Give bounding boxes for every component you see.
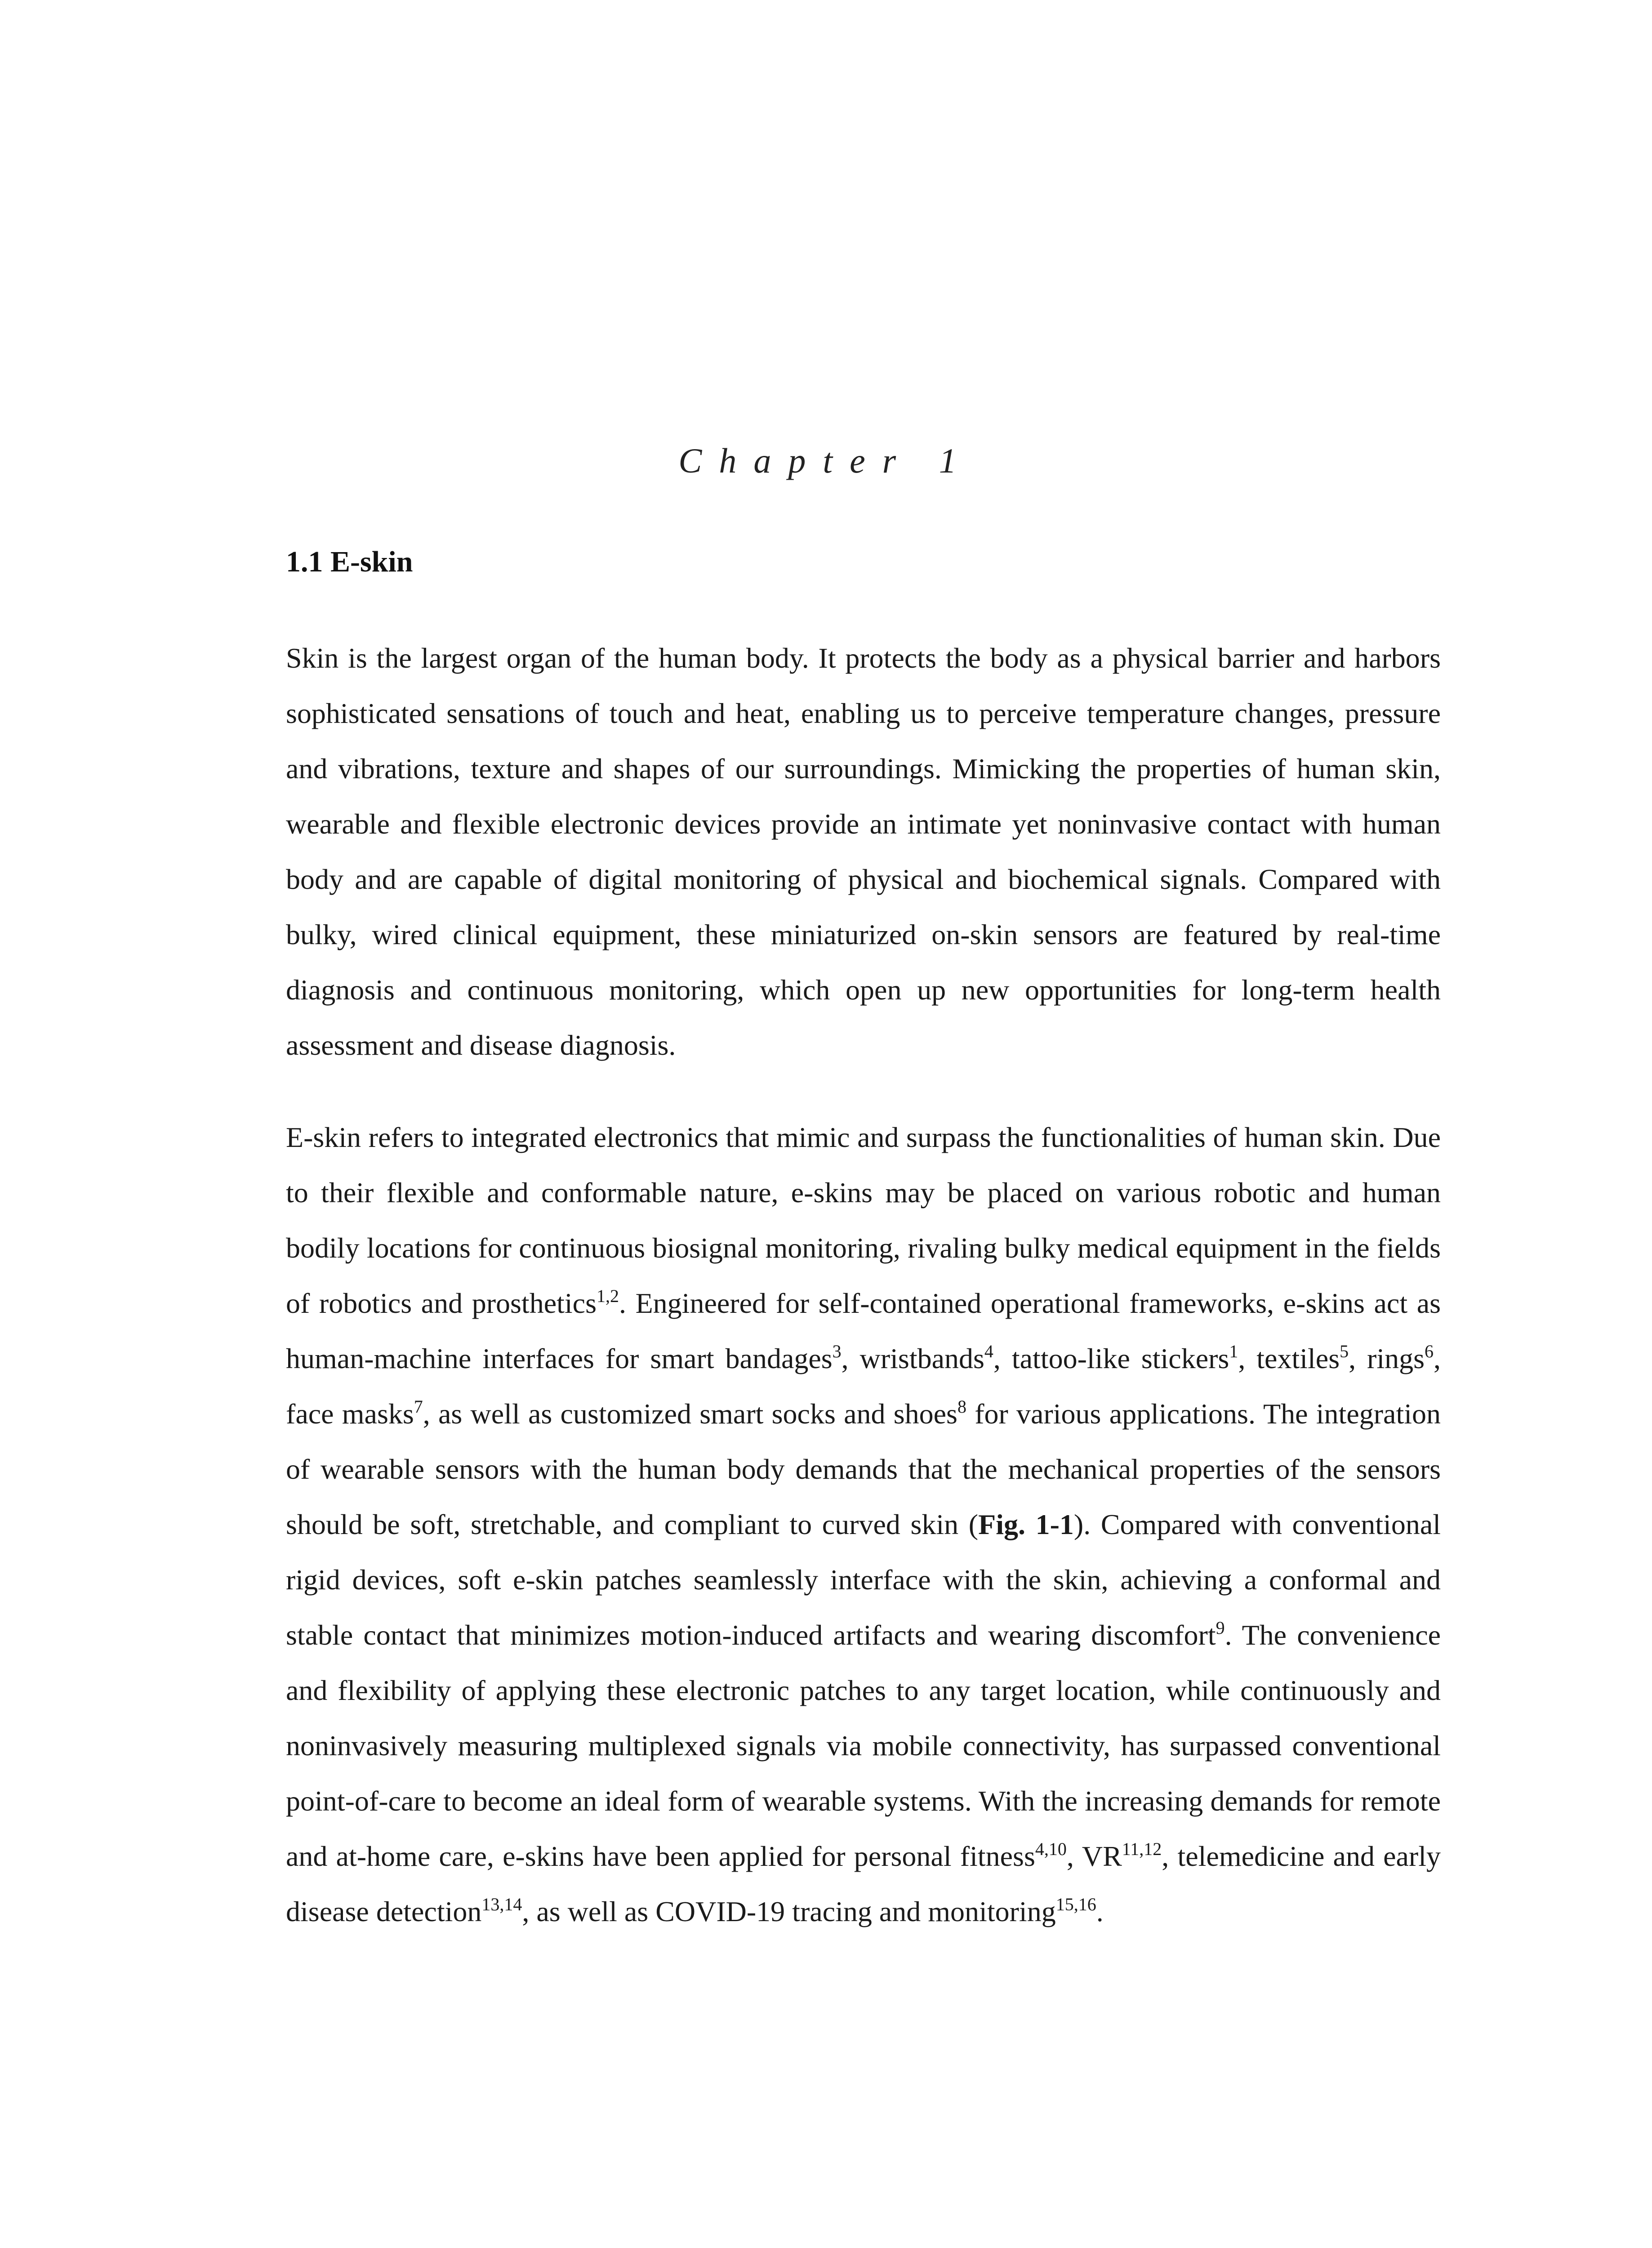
paragraph-2-text: E-skin refers to integrated electronics that mimic and surpass the functionalities of human skin. Due to their flexible and conformable nature, e-skins may be placed on various robotic and human bodily locations for continuous biosignal monitoring, rivaling bulky medical equipment in the fields of robotics and prosthetics [286,1121,1441,1319]
paragraph-2-text: , as well as COVID-19 tracing and monitoring [522,1896,1056,1927]
citation-ref: 6 [1425,1341,1434,1361]
citation-ref: 3 [832,1341,842,1361]
paragraph-2-text: , as well as customized smart socks and shoes [423,1398,957,1430]
paragraph-1: Skin is the largest organ of the human body. It protects the body as a physical barrier and harbors sophisticated sensations of touch and heat, enabling us to perceive temperature changes, pressure and vibrations, texture and shapes of our surroundings. Mimicking the properties of human skin, wearable and flexible electronic devices provide an intimate yet noninvasive contact with human body and are capable of digital monitoring of physical and biochemical signals. Compared with bulky, wired clinical equipment, these miniaturized on-skin sensors are featured by real-time diagnosis and continuous monitoring, which open up new opportunities for long-term health assessment and disease diagnosis. [286,642,1441,1061]
paragraph-2-text: , telemedicine and early disease detection [286,1840,1441,1927]
citation-ref: 1,2 [596,1286,619,1306]
citation-ref: 15,16 [1055,1894,1096,1914]
section-heading: 1.1 E-skin [286,545,413,578]
paragraph-2 [286,1110,1441,1939]
citation-ref: 7 [414,1396,423,1417]
citation-ref: 11,12 [1122,1839,1162,1859]
citation-ref: 4 [984,1341,993,1361]
chapter-heading: Chapter 1 [678,441,974,480]
paragraph-2-text: . [1096,1896,1104,1927]
paragraph-2-text: , rings [1349,1343,1425,1374]
paragraph-2-text: , face masks [286,1343,1441,1430]
citation-ref: 13,14 [481,1894,522,1914]
citation-ref: 8 [957,1396,966,1417]
citation-ref: 5 [1340,1341,1349,1361]
paragraph-2-text: , tattoo-like stickers [993,1343,1229,1374]
paragraph-2-text: for various applications. The integration of wearable sensors with the human body demands that the mechanical properties of the sensors should be soft, stretchable, and compliant to curved skin ( [286,1398,1441,1540]
paragraph-2-text: , VR [1066,1840,1122,1872]
citation-ref: 9 [1216,1618,1225,1638]
paragraph-2-text: , wristbands [841,1343,984,1374]
paragraph-2-text: . Engineered for self-contained operational frameworks, e-skins act as human-machine interfaces for smart bandages [286,1287,1441,1374]
figure-reference: Fig. 1-1 [978,1508,1074,1540]
paragraph-2-text: , textiles [1238,1343,1340,1374]
paragraph-2-text: ). Compared with conventional rigid devices, soft e-skin patches seamlessly interface with the skin, achieving a conformal and stable contact that minimizes motion-induced artifacts and wearing discomfort [286,1508,1441,1651]
citation-ref: 4,10 [1035,1839,1067,1859]
citation-ref: 1 [1229,1341,1238,1361]
paragraph-2-text: . The convenience and flexibility of applying these electronic patches to any target location, while continuously and noninvasively measuring multiplexed signals via mobile connectivity, has surpassed conventional point-of-care to become an ideal form of wearable systems. With the increasing demands for remote and at-home care, e-skins have been applied for personal fitness [286,1619,1441,1872]
